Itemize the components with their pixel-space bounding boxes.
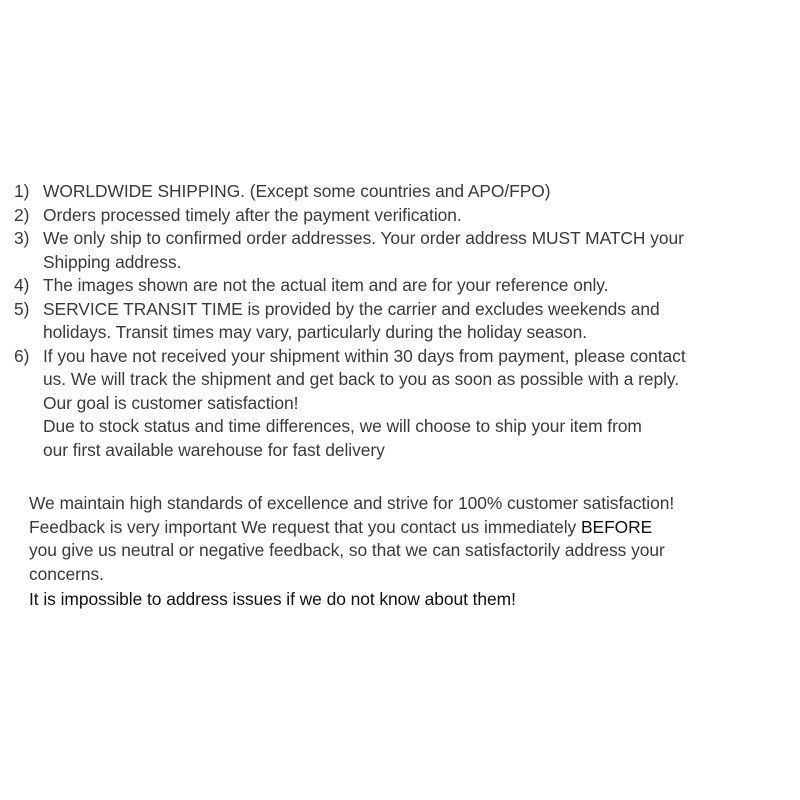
policy-text: our first available warehouse for fast delivery — [43, 439, 385, 460]
policy-text: SERVICE TRANSIT TIME is provided by the carrier and excludes weekends and — [43, 298, 660, 319]
policy-item-1 — [14, 180, 800, 204]
policy-text: Our goal is customer satisfaction! — [43, 392, 299, 413]
shipping-policy-list — [14, 180, 800, 462]
statement-text: Feedback is very important We request that you contact us immediately — [29, 516, 581, 537]
policy-text: Due to stock status and time differences, we will choose to ship your item from — [43, 416, 642, 436]
policy-number: 4) — [14, 275, 30, 295]
policy-text: The images shown are not the actual item and are for your reference only. — [43, 275, 609, 295]
closing-line: It is impossible to address issues if we do not know about them! — [29, 589, 516, 609]
satisfaction-statement — [29, 492, 800, 612]
policy-text: We only ship to confirmed order addresses. Your order address MUST MATCH your — [43, 228, 684, 248]
before-emphasis: BEFORE — [580, 516, 653, 537]
policy-item-5 — [14, 298, 800, 345]
policy-item-6 — [14, 345, 800, 463]
policy-text: us. We will track the shipment and get back to you as soon as possible with a reply. — [43, 369, 680, 389]
policy-number: 1) — [14, 181, 30, 201]
policy-number: 5) — [14, 298, 30, 319]
statement-line: We maintain high standards of excellence and strive for 100% customer satisfaction! — [29, 493, 675, 513]
policy-item-3 — [14, 227, 800, 274]
policy-number: 6) — [14, 345, 30, 366]
policy-item-2 — [14, 204, 800, 228]
statement-line: you give us neutral or negative feedback, so that we can satisfactorily address your — [29, 540, 665, 560]
policy-item-4 — [14, 274, 800, 298]
policy-text: Shipping address. — [43, 251, 182, 272]
policy-text: WORLDWIDE SHIPPING. (Except some countries and APO/FPO) — [43, 181, 551, 201]
policy-text: Orders processed timely after the payment verification. — [43, 204, 462, 225]
policy-text: If you have not received your shipment within 30 days from payment, please contact — [43, 345, 686, 366]
policy-number: 2) — [14, 204, 30, 225]
statement-line: concerns. — [29, 563, 104, 584]
statement-line — [29, 516, 800, 540]
policy-number: 3) — [14, 228, 30, 248]
policy-text: holidays. Transit times may vary, particularly during the holiday season. — [43, 322, 588, 342]
